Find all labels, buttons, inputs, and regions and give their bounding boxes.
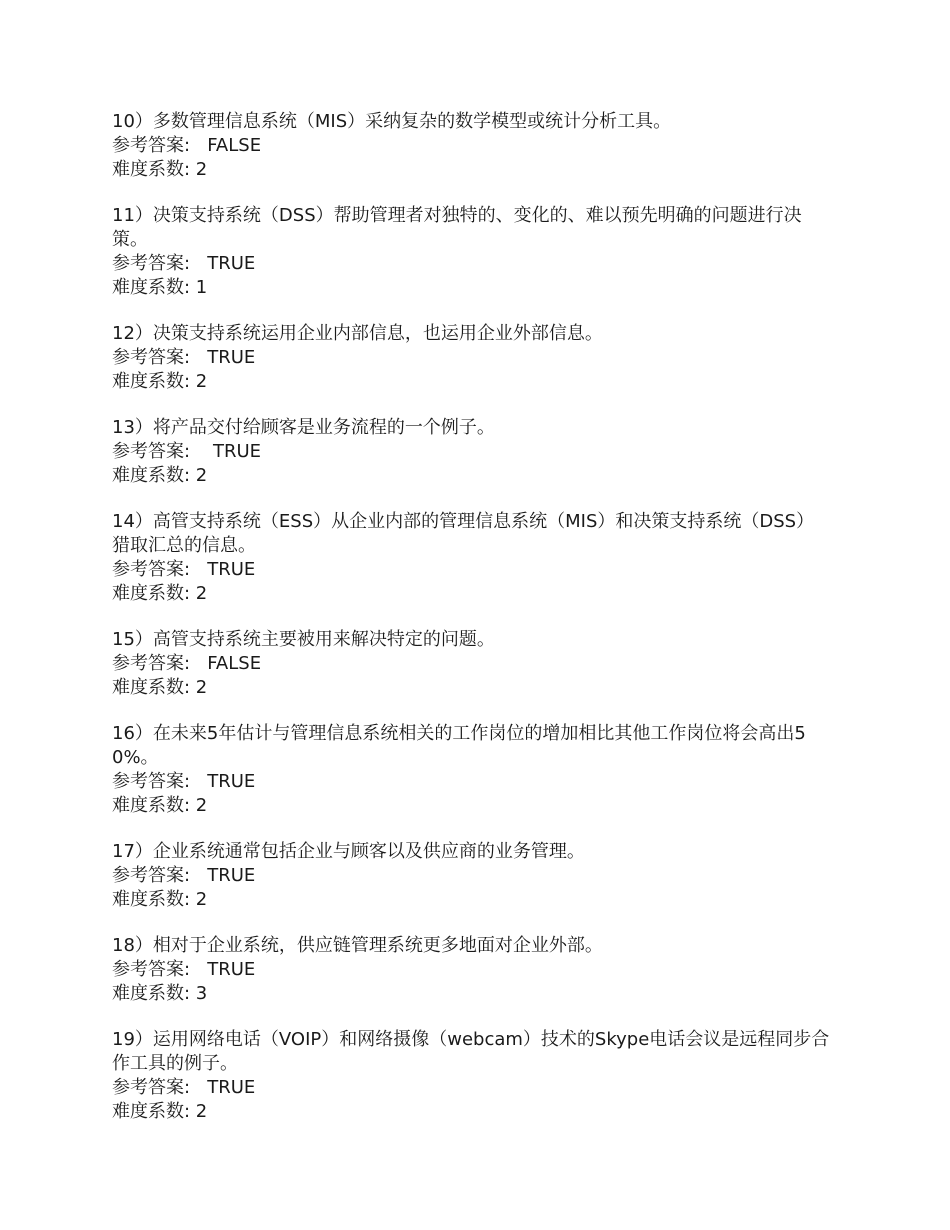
document-page	[112, 110, 832, 1146]
question-text: 15）高管支持系统主要被用来解决特定的问题。	[112, 629, 495, 650]
answer-line: 参考答案: TRUE	[112, 441, 262, 462]
answer-line: 参考答案: TRUE	[112, 347, 256, 368]
answer-line: 参考答案: TRUE	[112, 253, 256, 274]
difficulty-line: 难度系数: 2	[112, 583, 208, 604]
difficulty-line: 难度系数: 2	[112, 677, 208, 698]
question-item	[112, 1028, 832, 1124]
question-text: 12）决策支持系统运用企业内部信息，也运用企业外部信息。	[112, 323, 603, 344]
question-text: 16）在未来5年估计与管理信息系统相关的工作岗位的增加相比其他工作岗位将会高出50%。	[112, 723, 806, 768]
difficulty-line: 难度系数: 2	[112, 889, 208, 910]
question-item	[112, 934, 832, 1006]
answer-line: 参考答案: TRUE	[112, 865, 256, 886]
question-text: 17）企业系统通常包括企业与顾客以及供应商的业务管理。	[112, 841, 585, 862]
question-text: 19）运用网络电话（VOIP）和网络摄像（webcam）技术的Skype电话会议是远程同步合作工具的例子。	[112, 1029, 830, 1074]
question-item	[112, 722, 832, 818]
question-item	[112, 840, 832, 912]
question-item	[112, 322, 832, 394]
question-item	[112, 110, 832, 182]
question-item	[112, 416, 832, 488]
answer-line: 参考答案: TRUE	[112, 771, 256, 792]
difficulty-line: 难度系数: 3	[112, 983, 208, 1004]
difficulty-line: 难度系数: 2	[112, 371, 208, 392]
difficulty-line: 难度系数: 1	[112, 277, 208, 298]
question-text: 14）高管支持系统（ESS）从企业内部的管理信息系统（MIS）和决策支持系统（DSS）猎取汇总的信息。	[112, 511, 815, 556]
answer-line: 参考答案: TRUE	[112, 959, 256, 980]
answer-line: 参考答案: FALSE	[112, 135, 262, 156]
question-item	[112, 628, 832, 700]
answer-line: 参考答案: TRUE	[112, 1077, 256, 1098]
difficulty-line: 难度系数: 2	[112, 795, 208, 816]
question-text: 18）相对于企业系统，供应链管理系统更多地面对企业外部。	[112, 935, 603, 956]
difficulty-line: 难度系数: 2	[112, 465, 208, 486]
answer-line: 参考答案: TRUE	[112, 559, 256, 580]
answer-line: 参考答案: FALSE	[112, 653, 262, 674]
difficulty-line: 难度系数: 2	[112, 159, 208, 180]
question-item	[112, 510, 832, 606]
question-text: 11）决策支持系统（DSS）帮助管理者对独特的、变化的、难以预先明确的问题进行决策。	[112, 205, 802, 250]
question-text: 13）将产品交付给顾客是业务流程的一个例子。	[112, 417, 495, 438]
question-text: 10）多数管理信息系统（MIS）采纳复杂的数学模型或统计分析工具。	[112, 111, 672, 132]
question-item	[112, 204, 832, 300]
difficulty-line: 难度系数: 2	[112, 1101, 208, 1122]
